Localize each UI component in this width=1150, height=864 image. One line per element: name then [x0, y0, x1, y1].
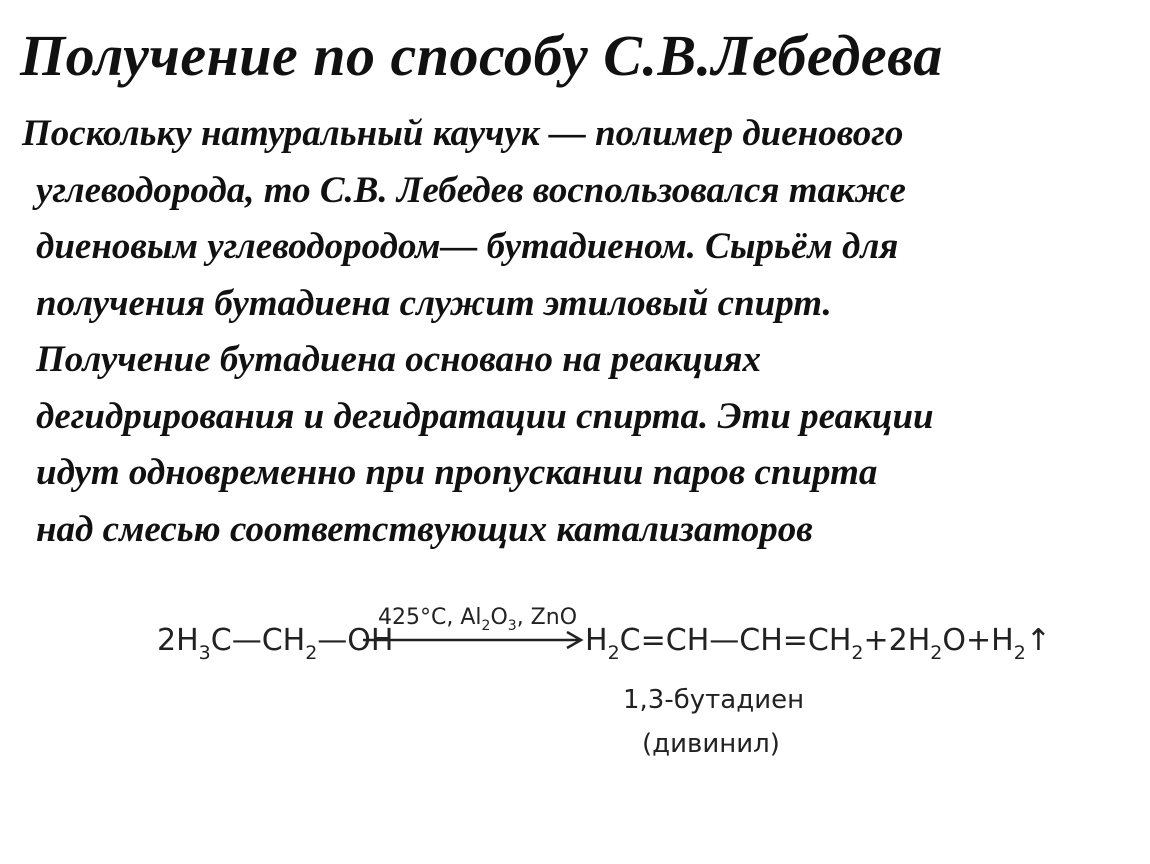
paragraph-line: получения бутадиена служит этиловый спирт.	[36, 282, 832, 324]
product-formula: $H_2C=CH—CH=CH_2+2H_2O+H_2↑$	[585, 623, 1051, 664]
reaction-diagram	[145, 580, 1051, 780]
product-name: 1,3-бутадиен	[623, 685, 805, 715]
body-paragraph	[22, 106, 1122, 558]
paragraph-line: Получение бутадиена основано на реакциях	[36, 339, 761, 380]
product-alt-name: (дивинил)	[642, 729, 780, 759]
paragraph-line: диеновым углеводородом— бутадиеном. Сырьём для	[36, 226, 899, 267]
paragraph-line: дегидрирования и дегидратации спирта. Эти реакции	[36, 395, 934, 437]
paragraph-line: углеводорода, то С.В. Лебедев воспользовался также	[36, 169, 906, 211]
reactant-formula: $2H_3C—CH_2—OH$	[157, 623, 394, 664]
paragraph-line: идут одновременно при пропускании паров спирта	[36, 452, 878, 493]
reaction-conditions: 425°C, $Al_2O_3$, ZnO	[378, 605, 578, 634]
slide-title: Получение по способу С.В.Лебедева	[20, 23, 943, 88]
paragraph-line: над смесью соответствующих катализаторов	[36, 508, 813, 550]
paragraph-line: Поскольку натуральный каучук — полимер диенового	[22, 113, 904, 154]
reaction-equation	[145, 580, 1051, 780]
